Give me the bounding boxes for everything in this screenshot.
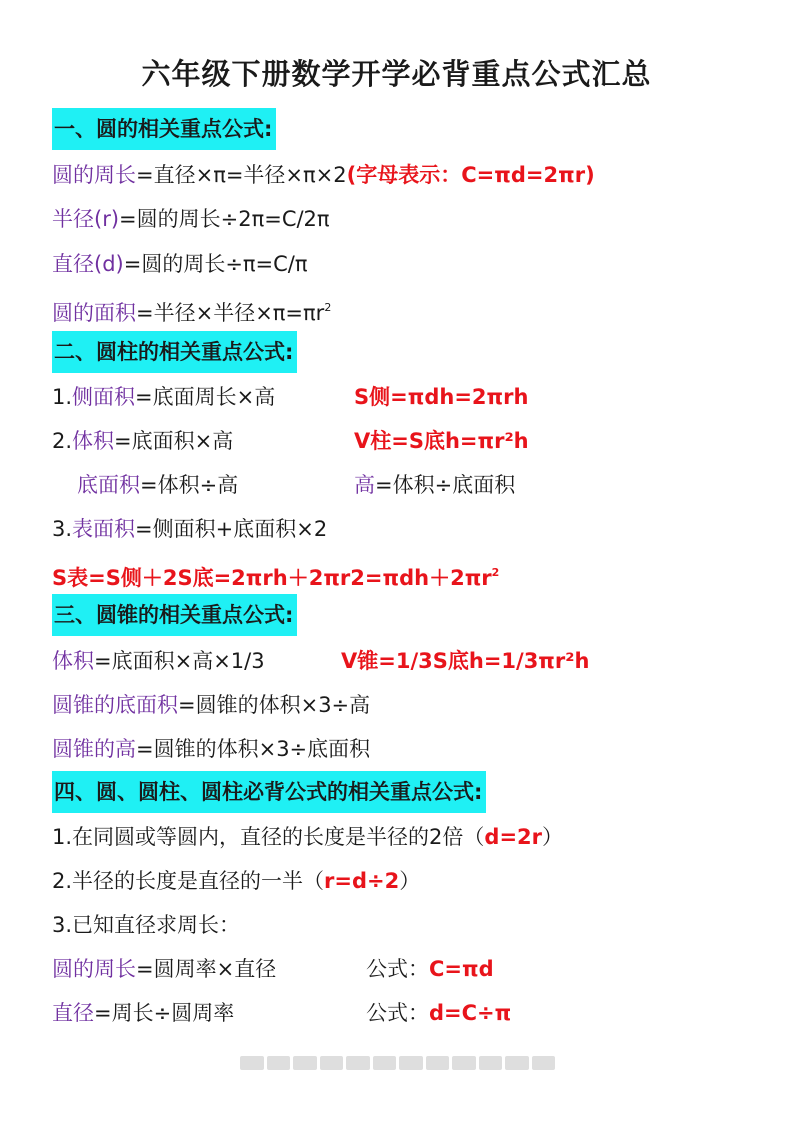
formula-line <box>52 514 327 544</box>
section-header-cone: 三、圆锥的相关重点公式: <box>52 594 297 636</box>
formula-text: =圆锥的体积×3÷高 <box>178 693 371 717</box>
formula-symbolic: d=C÷π <box>429 1001 512 1025</box>
formula-symbolic: r=d÷2 <box>324 869 400 893</box>
term-label: 半径(r) <box>52 207 120 231</box>
formula-text: =周长÷圆周率 <box>94 1001 235 1025</box>
section-header-cylinder: 二、圆柱的相关重点公式: <box>52 331 297 373</box>
formula-symbolic: S侧=πdh=2πrh <box>354 385 529 409</box>
formula-symbolic: V柱=S底h=πr²h <box>354 429 529 453</box>
formula-prefix: 公式： <box>366 957 429 981</box>
formula-line <box>52 910 240 940</box>
formula-text: =圆的周长÷2π=C/2π <box>119 207 330 231</box>
formula-line <box>52 690 370 720</box>
formula-line <box>52 822 563 852</box>
formula-line <box>52 558 499 588</box>
term-label: 体积 <box>52 649 94 673</box>
formula-text: =底面周长×高 <box>135 385 276 409</box>
formula-symbolic: V锥=1/3S底h=1/3πr²h <box>341 649 590 673</box>
section-header-circle: 一、圆的相关重点公式: <box>52 108 276 150</box>
formula-text: =直径×π=半径×π×2 <box>136 163 347 187</box>
formula-line <box>77 470 238 500</box>
formula-text: =体积÷底面积 <box>375 473 516 497</box>
formula-line <box>52 866 420 896</box>
formula-text: =体积÷高 <box>140 473 239 497</box>
term-label: 圆的周长 <box>52 957 136 981</box>
formula-symbolic: (字母表示：C=πd=2πr) <box>346 163 595 187</box>
term-label: 圆的面积 <box>52 301 136 325</box>
term-label: 底面积 <box>77 473 140 497</box>
superscript: 2 <box>324 301 332 314</box>
formula-line <box>52 160 595 190</box>
term-label: 直径 <box>52 1001 94 1025</box>
formula-line <box>366 954 494 984</box>
statement-text: ） <box>399 869 421 893</box>
formula-text: =侧面积+底面积×2 <box>135 517 328 541</box>
formula-line <box>52 954 276 984</box>
item-number: 1. <box>52 385 73 409</box>
formula-line <box>354 470 515 500</box>
formula-line <box>52 646 265 676</box>
formula-line <box>52 734 370 764</box>
formula-symbolic: S表=S侧＋2S底=2πrh＋2πr2=πdh＋2πr <box>52 566 492 590</box>
term-label: 圆锥的高 <box>52 737 136 761</box>
formula-text: =半径×半径×π=πr <box>136 301 325 325</box>
term-label: 侧面积 <box>72 385 136 409</box>
formula-text: =圆周率×直径 <box>136 957 277 981</box>
formula-line <box>52 249 308 279</box>
formula-text: =底面积×高 <box>114 429 234 453</box>
formula-prefix: 公式： <box>366 1001 429 1025</box>
formula-line <box>52 382 275 412</box>
formula-text: =圆的周长÷π=C/π <box>123 252 308 276</box>
term-label: 表面积 <box>72 517 136 541</box>
superscript: 2 <box>491 566 500 579</box>
formula-text: =底面积×高×1/3 <box>94 649 265 673</box>
formula-line <box>52 204 330 234</box>
formula-symbolic: d=2r <box>484 825 543 849</box>
term-label: 直径(d) <box>52 252 124 276</box>
term-label: 圆的周长 <box>52 163 136 187</box>
formula-line <box>52 998 234 1028</box>
formula-text: =圆锥的体积×3÷底面积 <box>136 737 371 761</box>
formula-line <box>52 426 233 456</box>
statement-text: 3.已知直径求周长： <box>52 913 241 937</box>
formula-line <box>52 293 331 323</box>
term-label: 体积 <box>72 429 115 453</box>
statement-text: 1.在同圆或等圆内，直径的长度是半径的2倍（ <box>52 825 485 849</box>
term-label: 圆锥的底面积 <box>52 693 178 717</box>
formula-line <box>366 998 511 1028</box>
page-title: 六年级下册数学开学必背重点公式汇总 <box>141 57 652 91</box>
blurred-watermark <box>240 1056 555 1070</box>
term-label: 高 <box>354 473 375 497</box>
statement-text: 2.半径的长度是直径的一半（ <box>52 869 325 893</box>
statement-text: ） <box>542 825 564 849</box>
section-header-summary: 四、圆、圆柱、圆柱必背公式的相关重点公式: <box>52 771 486 813</box>
item-number: 3. <box>52 517 73 541</box>
formula-symbolic: C=πd <box>429 957 494 981</box>
item-number: 2. <box>52 429 73 453</box>
